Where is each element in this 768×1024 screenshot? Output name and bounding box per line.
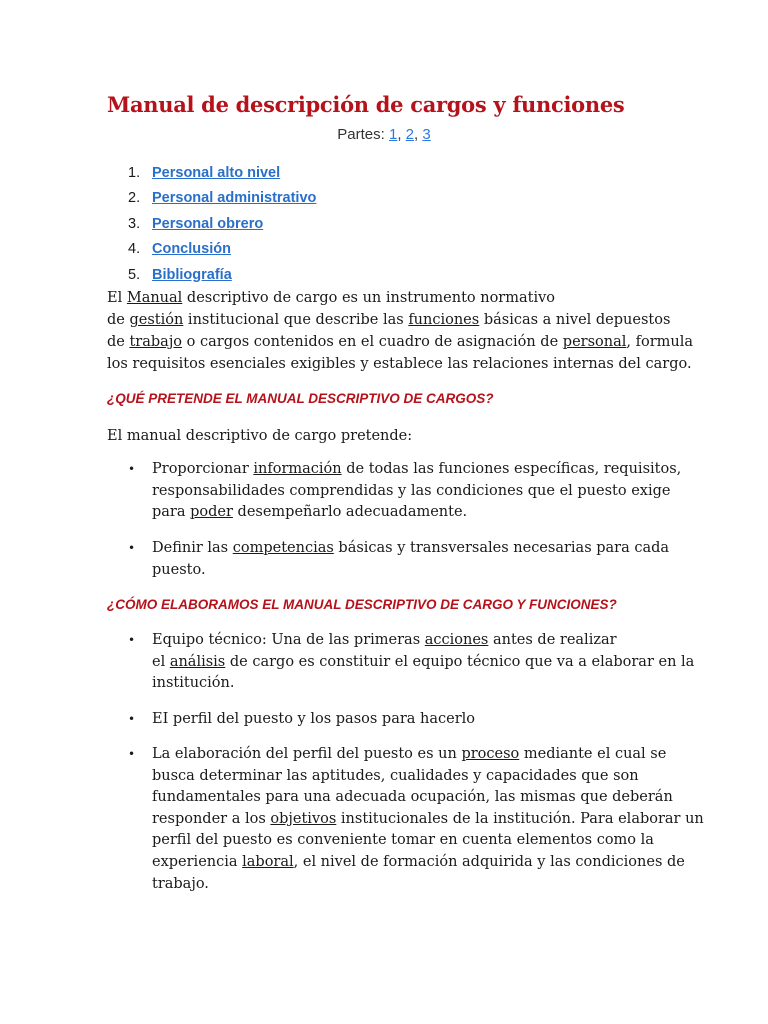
text: los requisitos esenciales exigibles y establece las relaciones internas del cargo. — [107, 356, 692, 372]
toc-number: 4. — [128, 241, 141, 258]
section-heading-como-elaboramos: ¿CÓMO ELABORAMOS EL MANUAL DESCRIPTIVO DE CARGO Y FUNCIONES? — [107, 597, 617, 612]
text: antes de realizar — [488, 632, 617, 648]
keyword-link-laboral[interactable]: laboral — [242, 853, 294, 870]
text: El — [107, 290, 127, 306]
text: institucionales de la institución. Para elaborar un — [336, 810, 704, 827]
keyword-link-manual[interactable]: Manual — [126, 290, 183, 306]
text: mediante el cual se — [519, 746, 667, 762]
text: institución. — [152, 675, 235, 692]
text: de cargo es constituir el equipo técnico que va a elaborar en la — [225, 653, 695, 670]
text: EI perfil del puesto y los pasos para hacerlo — [152, 711, 476, 727]
keyword-link-funciones[interactable]: funciones — [408, 312, 480, 328]
page-title: Manual de descripción de cargos y funciones — [107, 92, 625, 117]
bullet-icon: • — [128, 462, 136, 476]
text: Equipo técnico: Una de las primeras — [152, 632, 425, 648]
text: experiencia — [152, 853, 243, 870]
text: , el nivel de formación adquirida y las condiciones de — [293, 853, 685, 870]
text: para — [152, 504, 191, 521]
text: de — [107, 334, 130, 350]
keyword-link-proceso[interactable]: proceso — [461, 746, 520, 762]
keyword-link-personal[interactable]: personal — [562, 334, 627, 350]
toc-link-bibliografia[interactable]: Bibliografía — [152, 266, 232, 283]
bullet-icon: • — [128, 712, 136, 726]
text: La elaboración del perfil del puesto es un — [152, 746, 462, 762]
text: desempeñarlo adecuadamente. — [232, 504, 468, 521]
keyword-link-informacion[interactable]: información — [253, 461, 342, 477]
keyword-link-competencias[interactable]: competencias — [232, 540, 334, 556]
toc-number: 5. — [128, 266, 141, 283]
toc-item — [128, 213, 316, 238]
part-link-2[interactable]: 2 — [405, 126, 415, 143]
text: de — [107, 312, 130, 328]
text: descriptivo de cargo es un instrumento normativo — [182, 290, 556, 306]
text: o cargos contenidos en el cuadro de asignación de — [182, 334, 563, 350]
toc-number: 1. — [128, 165, 141, 181]
text: básicas a nivel depuestos — [479, 312, 671, 328]
text: responsabilidades comprendidas y las condiciones que el puesto exige — [152, 482, 671, 499]
toc-item — [128, 162, 316, 187]
keyword-link-poder[interactable]: poder — [190, 504, 233, 521]
table-of-contents — [128, 162, 316, 289]
keyword-link-objetivos[interactable]: objetivos — [270, 810, 337, 827]
toc-item — [128, 238, 316, 263]
text: responder a los — [152, 810, 271, 827]
text: perfil del puesto es conveniente tomar en cuenta elementos como la — [152, 832, 654, 849]
keyword-link-acciones[interactable]: acciones — [424, 632, 489, 648]
toc-item — [128, 187, 316, 212]
bullet-icon: • — [128, 747, 136, 761]
intro-paragraph — [107, 287, 693, 375]
text: Proporcionar — [152, 461, 254, 477]
part-link-1[interactable]: 1 — [388, 126, 398, 143]
bullet-icon: • — [128, 633, 136, 647]
keyword-link-trabajo[interactable]: trabajo — [129, 334, 183, 350]
text: fundamentales para una adecuada ocupación, las mismas que deberán — [152, 789, 673, 806]
text: trabajo. — [152, 875, 209, 892]
parts-label: Partes: — [337, 126, 385, 143]
toc-link-personal-obrero[interactable]: Personal obrero — [152, 215, 264, 232]
pretends-intro: El manual descriptivo de cargo pretende: — [107, 428, 413, 444]
toc-number: 3. — [128, 215, 141, 232]
toc-item — [128, 264, 316, 289]
toc-link-personal-administrativo[interactable]: Personal administrativo — [152, 190, 317, 207]
toc-link-personal-alto-nivel[interactable]: Personal alto nivel — [152, 165, 281, 181]
text: de todas las funciones específicas, requisitos, — [341, 461, 682, 477]
toc-link-conclusion[interactable]: Conclusión — [152, 241, 231, 258]
text: el — [152, 653, 170, 670]
part-link-3[interactable]: 3 — [422, 126, 431, 143]
keyword-link-analisis[interactable]: análisis — [169, 653, 226, 670]
parts-nav: Partes: 1, 2, 3 — [337, 126, 431, 143]
text: , formula — [626, 334, 693, 350]
bullet-icon: • — [128, 541, 136, 555]
keyword-link-gestion[interactable]: gestión — [129, 312, 184, 328]
text: institucional que describe las — [183, 312, 409, 328]
text: Definir las — [152, 540, 233, 556]
section-heading-pretende: ¿QUÉ PRETENDE EL MANUAL DESCRIPTIVO DE CARGOS? — [107, 391, 494, 406]
text: busca determinar las aptitudes, cualidades y capacidades que son — [152, 767, 639, 784]
text: puesto. — [152, 561, 206, 578]
toc-number: 2. — [128, 190, 141, 207]
text: básicas y transversales necesarias para cada — [333, 540, 670, 556]
